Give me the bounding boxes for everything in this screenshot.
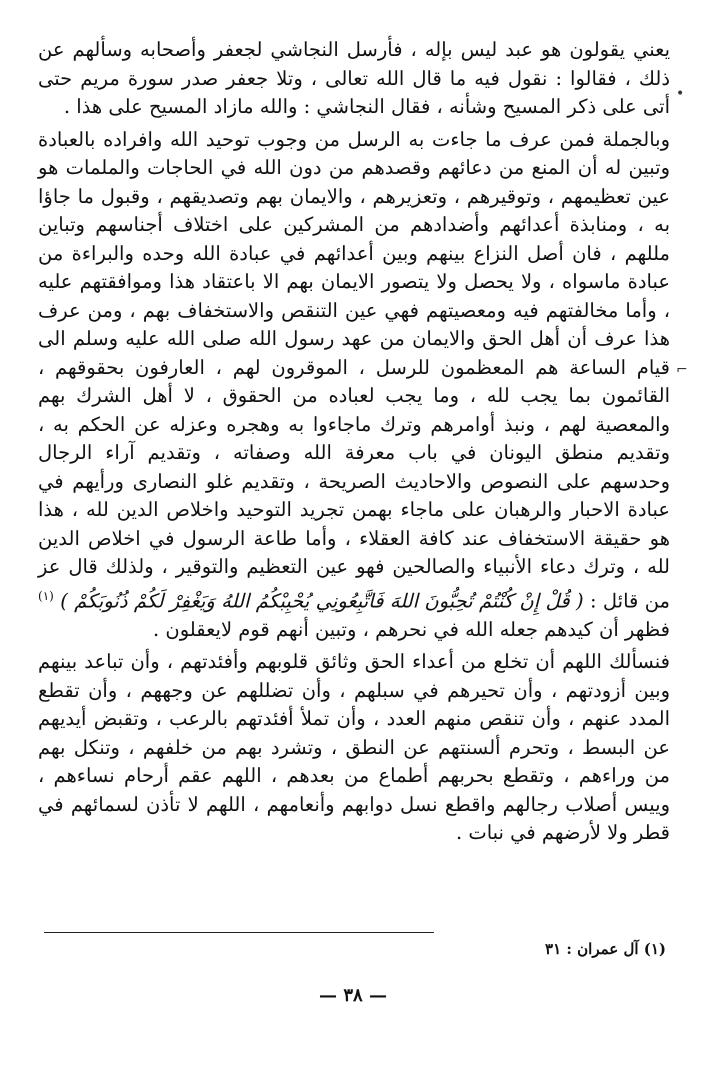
paragraph-1: يعني يقولون هو عبد ليس بإله ، فأرسل النجاشي لجعفر وأصحابه وسألهم عن ذلك ، فقالوا : نقول فيه ما قال الله تعالى ، وتلا جعفر صدر سورة مريم حتى أتى على ذكر المسيح وشأنه ، فقال النجاشي : والله مازاد المسيح على هذا . [38, 38, 670, 118]
paragraph-2 [38, 126, 670, 645]
paragraph-3: فنسألك اللهم أن تخلع من أعداء الحق وثائق قلوبهم وأفئدتهم ، وأن تباعد بينهم وبين أزودتهم ، وأن تحيرهم في سبلهم ، وأن تضللهم عن وجههم ، وأن تقطع المدد عنهم ، وأن تنقص منهم العدد ، وأن تملأ أفئدتهم بالرعب ، وتقبض أيديهم عن البسط ، وتحرم ألسنتهم عن النطق ، وتشرد بهم من خلفهم ، وتنكل بهم من وراءهم ، وتقطع بحربهم أطماع من بعدهم ، اللهم عقم أرحام نساءهم ، وييس أصلاب رجالهم واقطع نسل دوابهم وأنعامهم ، اللهم لا تأذن لسمائهم في قطر ولا لأرضهم في نبات . [38, 650, 670, 844]
quran-verse: ( قُلْ إِنْ كُنْتُمْ تُحِبُّونَ اللهَ فَاتَّبِعُونِي يُحْبِبْكُمُ اللهُ وَيَغْفِرْ لَكُمْ ذُنُوبَكُمْ ) [60, 589, 584, 612]
after-verse-text: فظهر أن كيدهم جعله الله في نحرهم ، وتبين أنهم قوم لايعقلون . [153, 617, 670, 641]
footnote-marker: (١) [38, 588, 54, 603]
footnote: (١) آل عمران : ٣١ [545, 940, 666, 958]
page-body [38, 36, 670, 848]
margin-dot: • [676, 86, 685, 102]
page-number: — ٣٨ — [319, 985, 387, 1006]
margin-tick: ⌐ [676, 362, 688, 378]
paragraph-2-text: وبالجملة فمن عرف ما جاءت به الرسل من وجوب توحيد الله وافراده بالعبادة وتبين له أن المنع من دعائهم وقصدهم من دون الله في الحاجات والملمات هو عين تعظيمهم ، وتوقيرهم ، وتعزيرهم ، والايمان بهم وتصديقهم ، وقبول ما جاؤا به ، ومنابذة أعدائهم وأضدادهم من المشركين على اختلاف أجناسهم وتباين مللهم ، فان أصل النزاع بينهم وبين أعدائهم في عبادة الله وحده والبراءة من عبادة ماسواه ، ولا يحصل ولا يتصور الايمان بهم الا باعتقاد هذا وموافقتهم عليه ، وأما مخالفتهم فيه ومعصيتهم فهي عين التنقص والاستخفاف بهم ، ومن عرف هذا عرف أن أهل الحق والايمان من عهد رسول الله صلى الله عليه وسلم الى قيام الساعة هم المعظمون للرسل ، الموقرون لهم ، العارفون بحقوقهم ، القائمون بما يجب لله ، وما يجب لعباده من الحقوق ، لا أهل الشرك بهم والمعصية لهم ، ونبذ أوامرهم وترك ماجاءوا به وهجره وعزله عن الحكم به ، وتقديم منطق اليونان في باب معرفة الله وصفاته ، وتقديم آراء الرجال وحدسهم على النصوص والاحاديث الصريحة ، وتقديم غلو النصارى ورأيهم في عبادة الاحبار والرهبان على ماجاء بهمن تجريد التوحيد واخلاص الدين لله ، هذا هو حقيقة الاستخفاف عند كافة العقلاء ، وأما طاعة الرسول في اخلاص الدين لله ، وترك دعاء الأنبياء والصالحين فهو عين التعظيم والتوقير ، ولذلك قال عز من قائل : [38, 127, 670, 612]
footnote-rule [44, 932, 434, 933]
